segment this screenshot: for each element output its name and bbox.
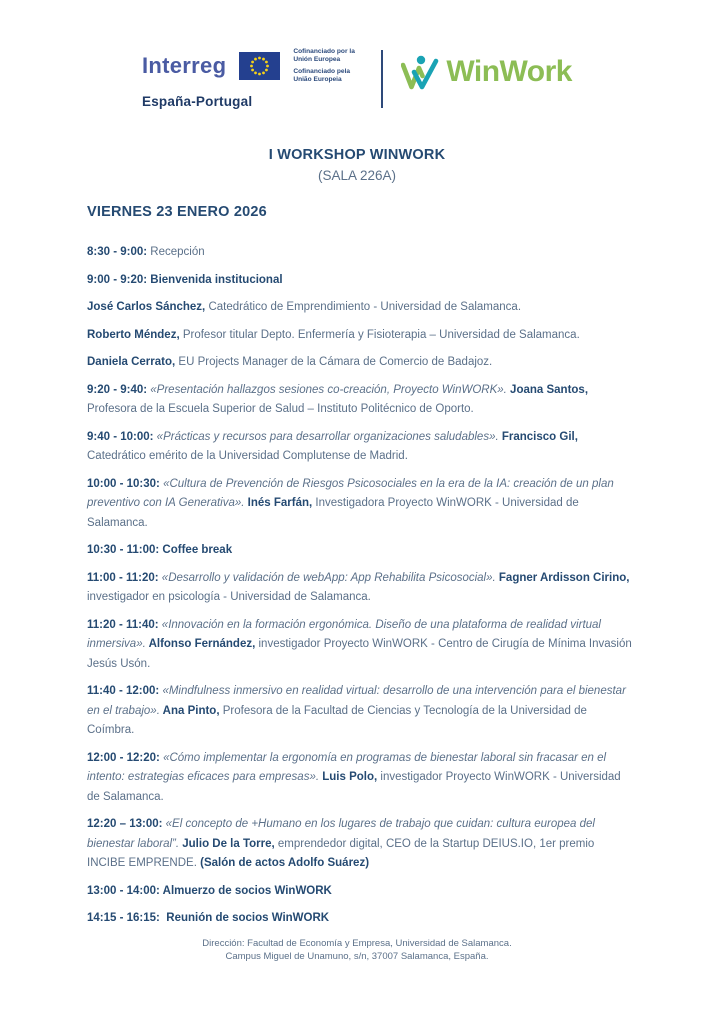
winwork-wordmark: WinWork [446,55,572,88]
agenda-segment-time: 12:00 - 12:20: [87,751,160,764]
agenda-segment-body: emprendedor digital, CEO de la Startup DEIUS.IO, 1er premio INCIBE EMPRENDE. [87,837,598,869]
date-heading: VIERNES 23 ENERO 2026 [87,204,267,220]
agenda-segment-italic: «Prácticas y recursos para desarrollar organizaciones saludables». [153,430,499,443]
agenda-segment-italic: «Desarrollo y validación de webApp: App Rehabilita Psicosocial». [158,571,496,584]
agenda-segment-italic: «Innovación en la formación ergonómica. Diseño de una plataforma de realidad virtual inmersiva». [87,618,605,650]
agenda-item [87,815,632,874]
agenda-segment-body: Profesora de la Facultad de Ciencias y Tecnología de la Universidad de Coímbra. [87,704,591,736]
agenda-segment-time: 9:00 - 9:20: Bienvenida institucional [87,273,283,286]
agenda-item [87,326,632,346]
agenda-item [87,616,635,675]
room-subtitle: (SALA 226A) [317,168,397,183]
agenda-item [87,569,632,608]
agenda-segment-body: investigador Proyecto WinWORK - Universidad de Salamanca. [87,771,624,803]
agenda-segment-body: Profesor titular Depto. Enfermería y Fisioterapia – Universidad de Salamanca. [179,328,580,341]
agenda-item [87,298,632,318]
agenda-segment-time: 8:30 - 9:00: [87,246,148,258]
eu-cofinance-text [293,48,363,84]
winwork-logo [401,54,572,90]
agenda-segment-bold: (Salón de actos Adolfo Suárez) [196,857,370,869]
agenda-item [87,541,632,561]
agenda-item [87,271,632,291]
footer-address-line1: Dirección: Facultad de Economía y Empresa, Universidad de Salamanca. [202,937,512,949]
agenda-segment-time: 11:00 - 11:20: [87,571,159,584]
agenda-segment-italic: «Presentación hallazgos sesiones co-creación, Proyecto WinWORK». [147,383,507,396]
agenda-item [87,749,632,808]
agenda-segment-time: 9:20 - 9:40: [87,383,148,396]
agenda-item [87,909,632,929]
agenda-segment-italic: «El concepto de +Humano en los lugares de trabajo que cuidan: cultura europea del bienestar laboral”. [87,818,599,850]
agenda-segment-bold: Luis Polo, [319,771,378,783]
footer-address-line2: Campus Miguel de Unamuno, s/n, 37007 Salamanca, España. [225,951,489,962]
eu-cofinance-pt: Cofinanciado pela União Europeia [293,68,351,83]
agenda-segment-time: 11:20 - 11:40: [87,618,159,631]
workshop-title: I WORKSHOP WINWORK [268,147,446,163]
agenda-segment-bold: Ana Pinto, [159,704,220,717]
eu-flag-icon [239,52,280,80]
agenda-item [87,353,632,373]
agenda-segment-bold: Julio De la Torre, [179,837,275,850]
agenda-segment-bold: Fagner Ardisson Cirino, [495,571,630,584]
agenda-segment-bold: Inés Farfán, [244,497,313,509]
agenda-segment-body: EU Projects Manager de la Cámara de Comercio de Badajoz. [175,356,493,368]
agenda-list [87,243,635,929]
agenda-segment-body: Catedrático de Emprendimiento - Universidad de Salamanca. [205,301,522,313]
agenda-segment-body: Profesora de la Escuela Superior de Salud – Instituto Politécnico de Oporto. [87,383,592,415]
agenda-segment-bold: Roberto Méndez, [87,328,180,341]
agenda-segment-body: investigador en psicología - Universidad de Salamanca. [87,571,633,603]
agenda-segment-bold: Francisco Gil, [498,430,578,443]
agenda-segment-time: 13:00 - 14:00: Almuerzo de socios WinWORK [87,884,332,897]
interreg-logo [142,48,363,109]
agenda-segment-bold: Joana Santos, [506,383,589,396]
agenda-segment-time: 12:20 – 13:00: [87,818,163,830]
agenda-item [87,475,632,534]
interreg-logo-row [142,48,363,84]
header-logos [0,0,714,109]
agenda-item [87,882,632,902]
agenda-item [87,243,632,263]
agenda-segment-italic: «Mindfulness inmersivo en realidad virtual: desarrollo de una intervención para el bienestar en el trabajo». [87,685,630,717]
agenda-segment-time: 9:40 - 10:00: [87,430,154,443]
agenda-segment-body: Recepción [147,246,205,258]
agenda-item [87,381,632,420]
logo-divider [381,50,383,108]
agenda-segment-body: Investigadora Proyecto WinWORK - Universidad de Salamanca. [87,497,582,529]
agenda-segment-italic: «Cultura de Prevención de Riesgos Psicosociales en la era de la IA: creación de un plan preventivo con IA Generativa». [87,477,617,509]
agenda-segment-time: 10:00 - 10:30: [87,477,160,490]
interreg-wordmark: Interreg [142,53,227,78]
agenda-segment-italic: «Cómo implementar la ergonomía en programas de bienestar laboral sin fracasar en el intento: estrategias eficaces para empresas». [87,751,610,783]
eu-cofinance-es: Cofinanciado por la Unión Europea [293,48,355,63]
agenda-segment-body: Catedrático emérito de la Universidad Complutense de Madrid. [87,430,582,462]
footer-address [0,937,714,964]
interreg-region-label: España-Portugal [142,94,253,109]
agenda-segment-bold: Alfonso Fernández, [145,638,256,650]
agenda-segment-time: 10:30 - 11:00: Coffee break [87,544,233,556]
agenda-segment-time: 11:40 - 12:00: [87,685,160,697]
winwork-mark-icon [401,54,439,90]
agenda-segment-bold: Daniela Cerrato, [87,356,176,368]
agenda-segment-bold: José Carlos Sánchez, [87,301,206,313]
agenda-item [87,428,632,467]
agenda-segment-time: 14:15 - 16:15: Reunión de socios WinWORK [87,912,330,924]
agenda-item [87,682,632,741]
agenda-segment-body: investigador Proyecto WinWORK - Centro de Cirugía de Mínima Invasión Jesús Usón. [87,638,635,670]
